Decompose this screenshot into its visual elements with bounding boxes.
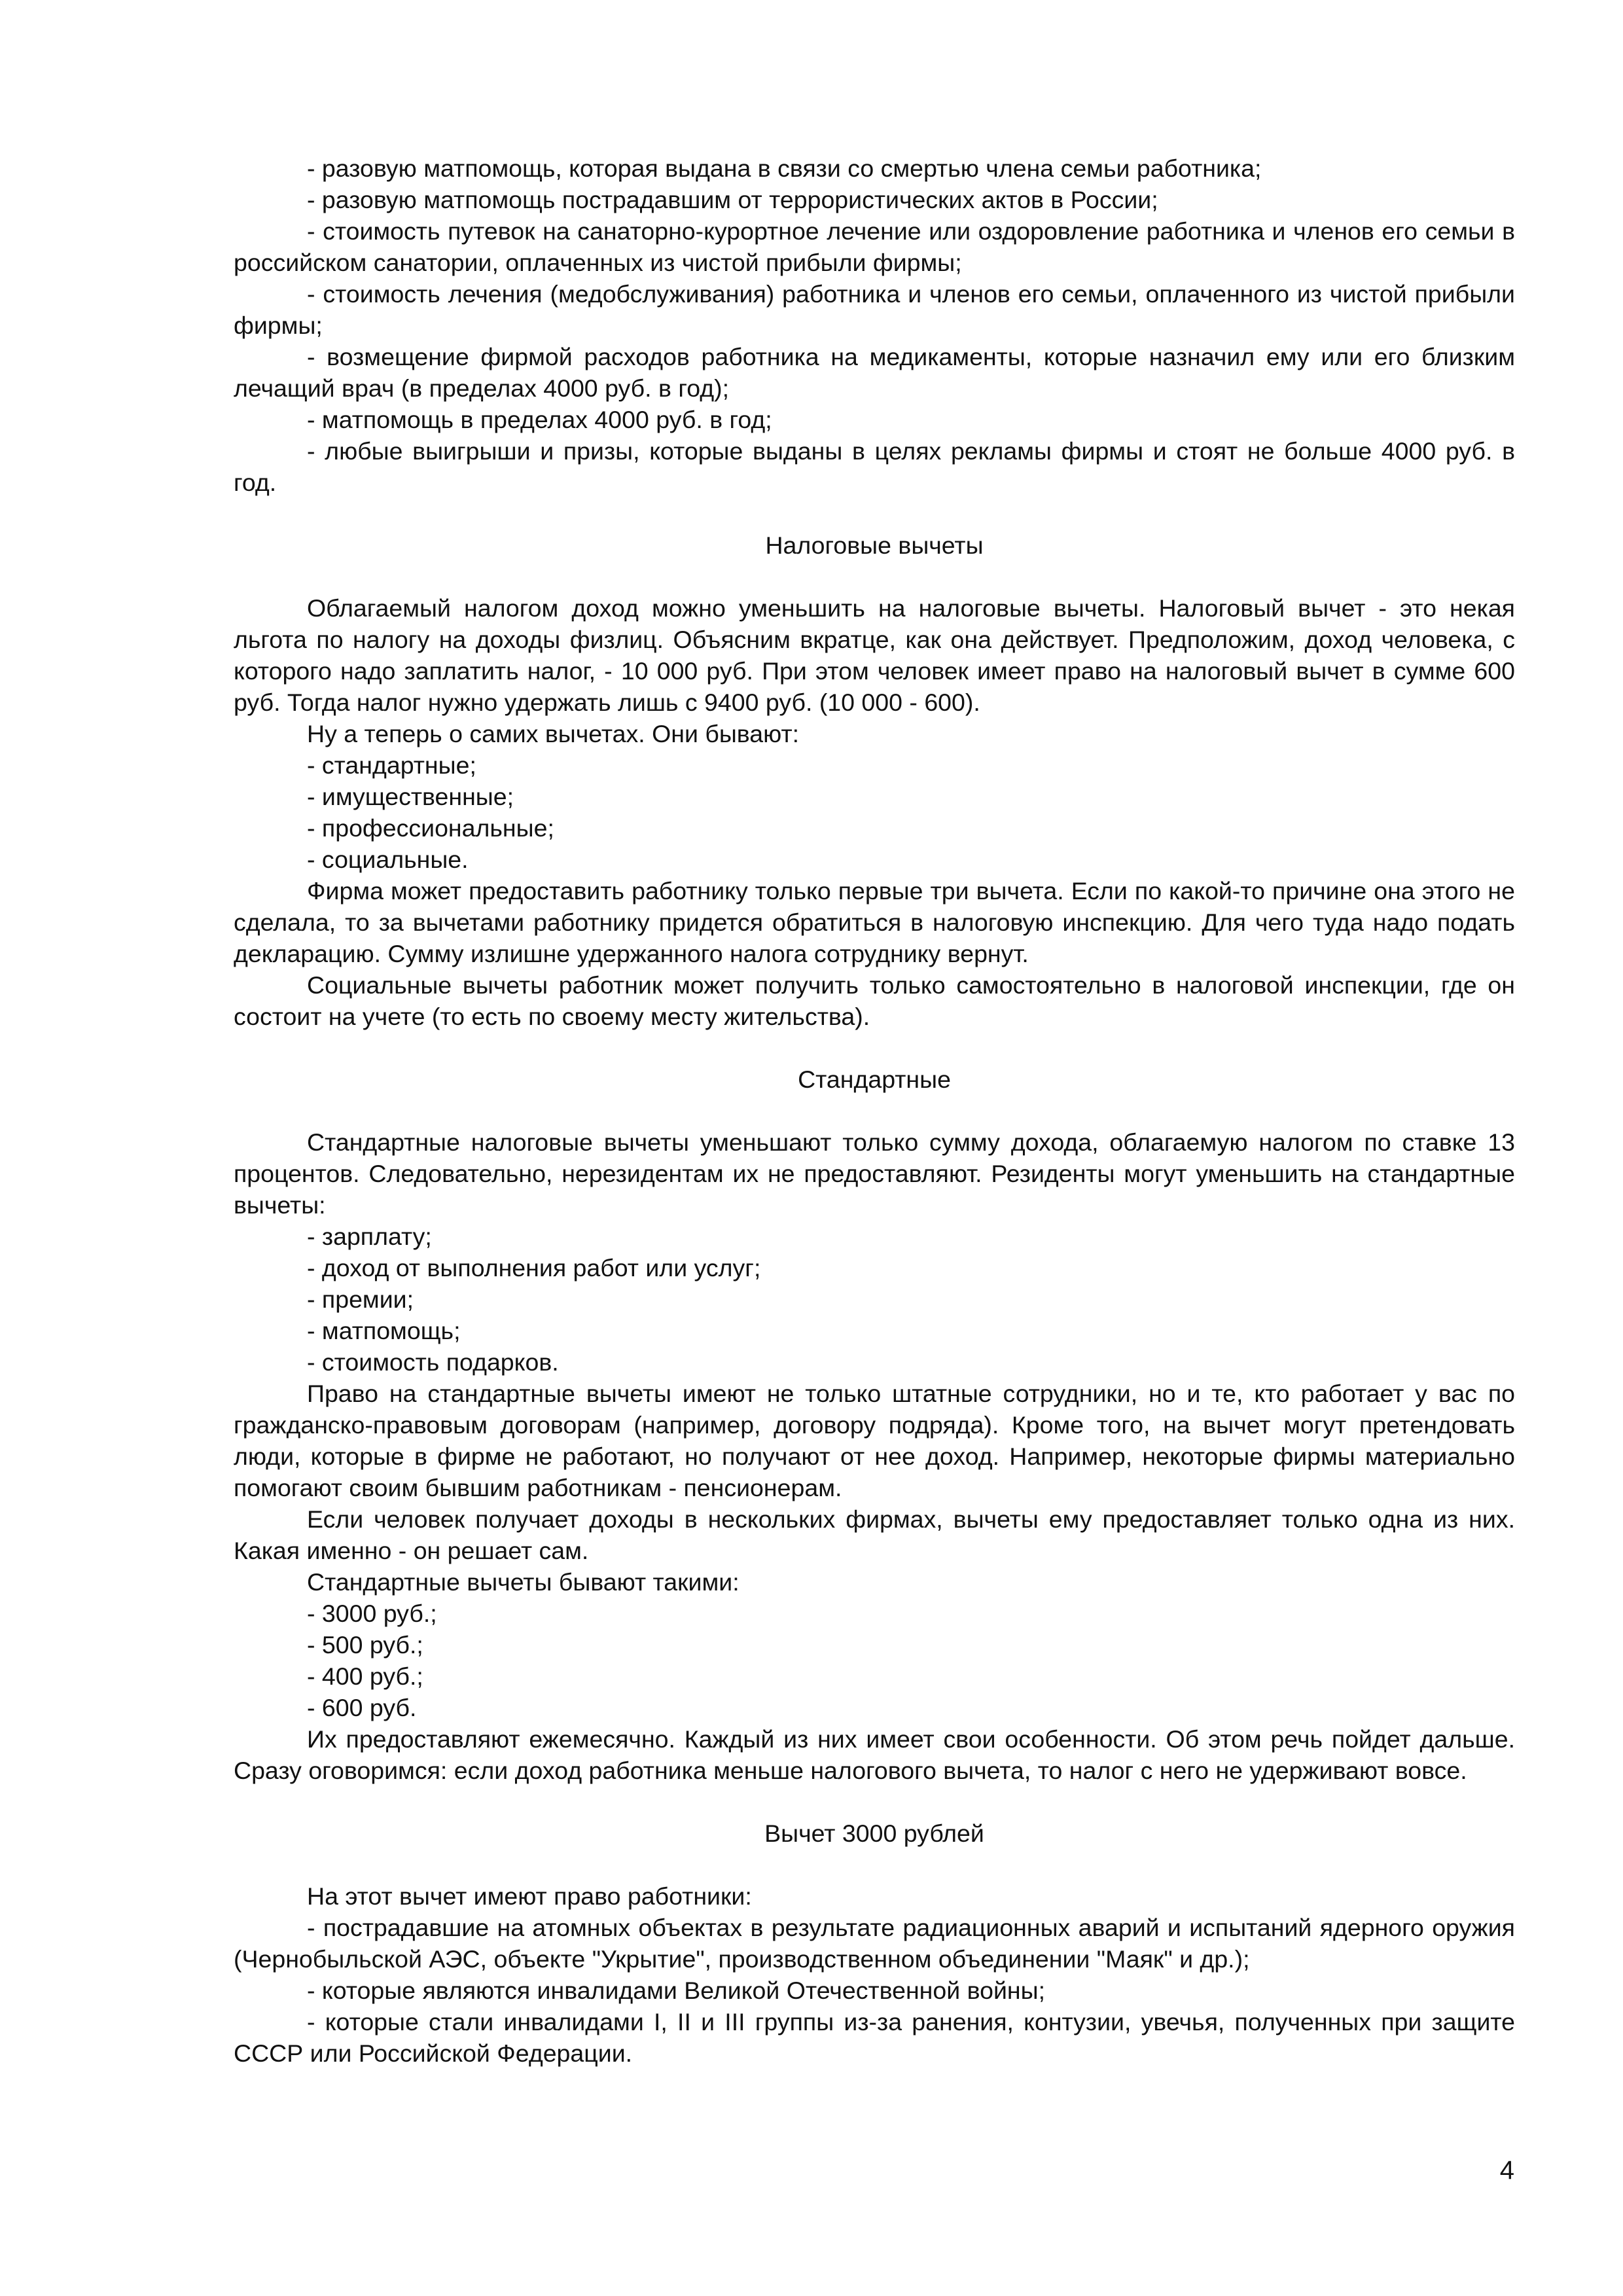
paragraph: Право на стандартные вычеты имеют не только штатные сотрудники, но и те, кто работает у вас по гражданско-правовым договорам (например, договору подряда). Кроме того, на вычет могут претендовать люди, которые в фирме не работают, но получают от нее доход. Например, некоторые фирмы материально помогают своим бывшим работникам - пенсионерам. [234,1380,1515,1501]
paragraph: Стандартные вычеты бывают такими: [307,1568,740,1596]
paragraph: Фирма может предоставить работнику только первые три вычета. Если по какой-то причине она этого не сделала, то за вычетами работнику придется обратиться в налоговую инспекцию. Для чего туда надо подать декларацию. Сумму излишне удержанного налога сотруднику вернут. [234,877,1515,967]
paragraph: Стандартные налоговые вычеты уменьшают только сумму дохода, облагаемую налогом по ставке 13 процентов. Следовательно, нерезидентам их не предоставляют. Резиденты могут уменьшить на стандартные вычеты: [234,1128,1515,1219]
list-item: - пострадавшие на атомных объектах в результате радиационных аварий и испытаний ядерного оружия (Чернобыльской АЭС, объекте "Укрытие", производственном объединении "Маяк" и др.); [234,1914,1515,1973]
document-page [234,152,1515,2069]
paragraph: - разовую матпомощь, которая выдана в связи со смертью члена семьи работника; [307,154,1262,182]
list-item: - 600 руб. [307,1694,417,1721]
section-heading-standard: Стандартные [798,1066,951,1093]
paragraph: - стоимость путевок на санаторно-курортное лечение или оздоровление работника и членов его семьи в российском санатории, оплаченных из чистой прибыли фирмы; [234,217,1515,276]
page-number: 4 [1499,2156,1514,2185]
paragraph: Их предоставляют ежемесячно. Каждый из них имеет свои особенности. Об этом речь пойдет дальше. Сразу оговоримся: если доход работника меньше налогового вычета, то налог с него не удерживают вовсе. [234,1725,1515,1784]
section-heading-deduction-3000: Вычет 3000 рублей [764,1820,984,1847]
paragraph: - разовую матпомощь пострадавшим от террористических актов в России; [307,186,1158,213]
paragraph: Социальные вычеты работник может получить только самостоятельно в налоговой инспекции, где он состоит на учете (то есть по своему месту жительства). [234,971,1515,1030]
paragraph: Облагаемый налогом доход можно уменьшить на налоговые вычеты. Налоговый вычет - это некая льгота по налогу на доходы физлиц. Объясним вкратце, как она действует. Предположим, доход человека, с которого надо заплатить налог, - 10 000 руб. При этом человек имеет право на налоговый вычет в сумме 600 руб. Тогда налог нужно удержать лишь с 9400 руб. (10 000 - 600). [234,594,1515,716]
list-item: - которые стали инвалидами I, II и III группы из-за ранения, контузии, увечья, полученных при защите СССР или Российской Федерации. [234,2008,1515,2067]
paragraph: - стоимость лечения (медобслуживания) работника и членов его семьи, оплаченного из чистой прибыли фирмы; [234,280,1515,339]
list-item: - 3000 руб.; [307,1600,437,1627]
list-item: - 500 руб.; [307,1631,423,1659]
list-item: - 400 руб.; [307,1662,423,1690]
paragraph: Ну а теперь о самих вычетах. Они бывают: [307,720,800,747]
paragraph: На этот вычет имеют право работники: [307,1882,752,1910]
list-item: - матпомощь; [307,1317,461,1344]
list-item: - социальные. [307,846,469,873]
list-item: - имущественные; [307,783,514,810]
list-item: - стоимость подарков. [307,1348,559,1376]
list-item: - премии; [307,1285,414,1313]
paragraph: - матпомощь в пределах 4000 руб. в год; [307,406,772,433]
list-item: - зарплату; [307,1223,432,1250]
paragraph: - любые выигрыши и призы, которые выданы в целях рекламы фирмы и стоят не больше 4000 руб. в год. [234,437,1515,496]
list-item: - которые являются инвалидами Великой Отечественной войны; [307,1977,1046,2004]
list-item: - доход от выполнения работ или услуг; [307,1254,761,1282]
paragraph: Если человек получает доходы в нескольких фирмах, вычеты ему предоставляет только одна из них. Какая именно - он решает сам. [234,1505,1515,1564]
paragraph: - возмещение фирмой расходов работника на медикаменты, которые назначил ему или его близким лечащий врач (в пределах 4000 руб. в год); [234,343,1515,402]
section-heading-tax-deductions: Налоговые вычеты [765,531,984,559]
list-item: - профессиональные; [307,814,554,842]
list-item: - стандартные; [307,751,476,779]
